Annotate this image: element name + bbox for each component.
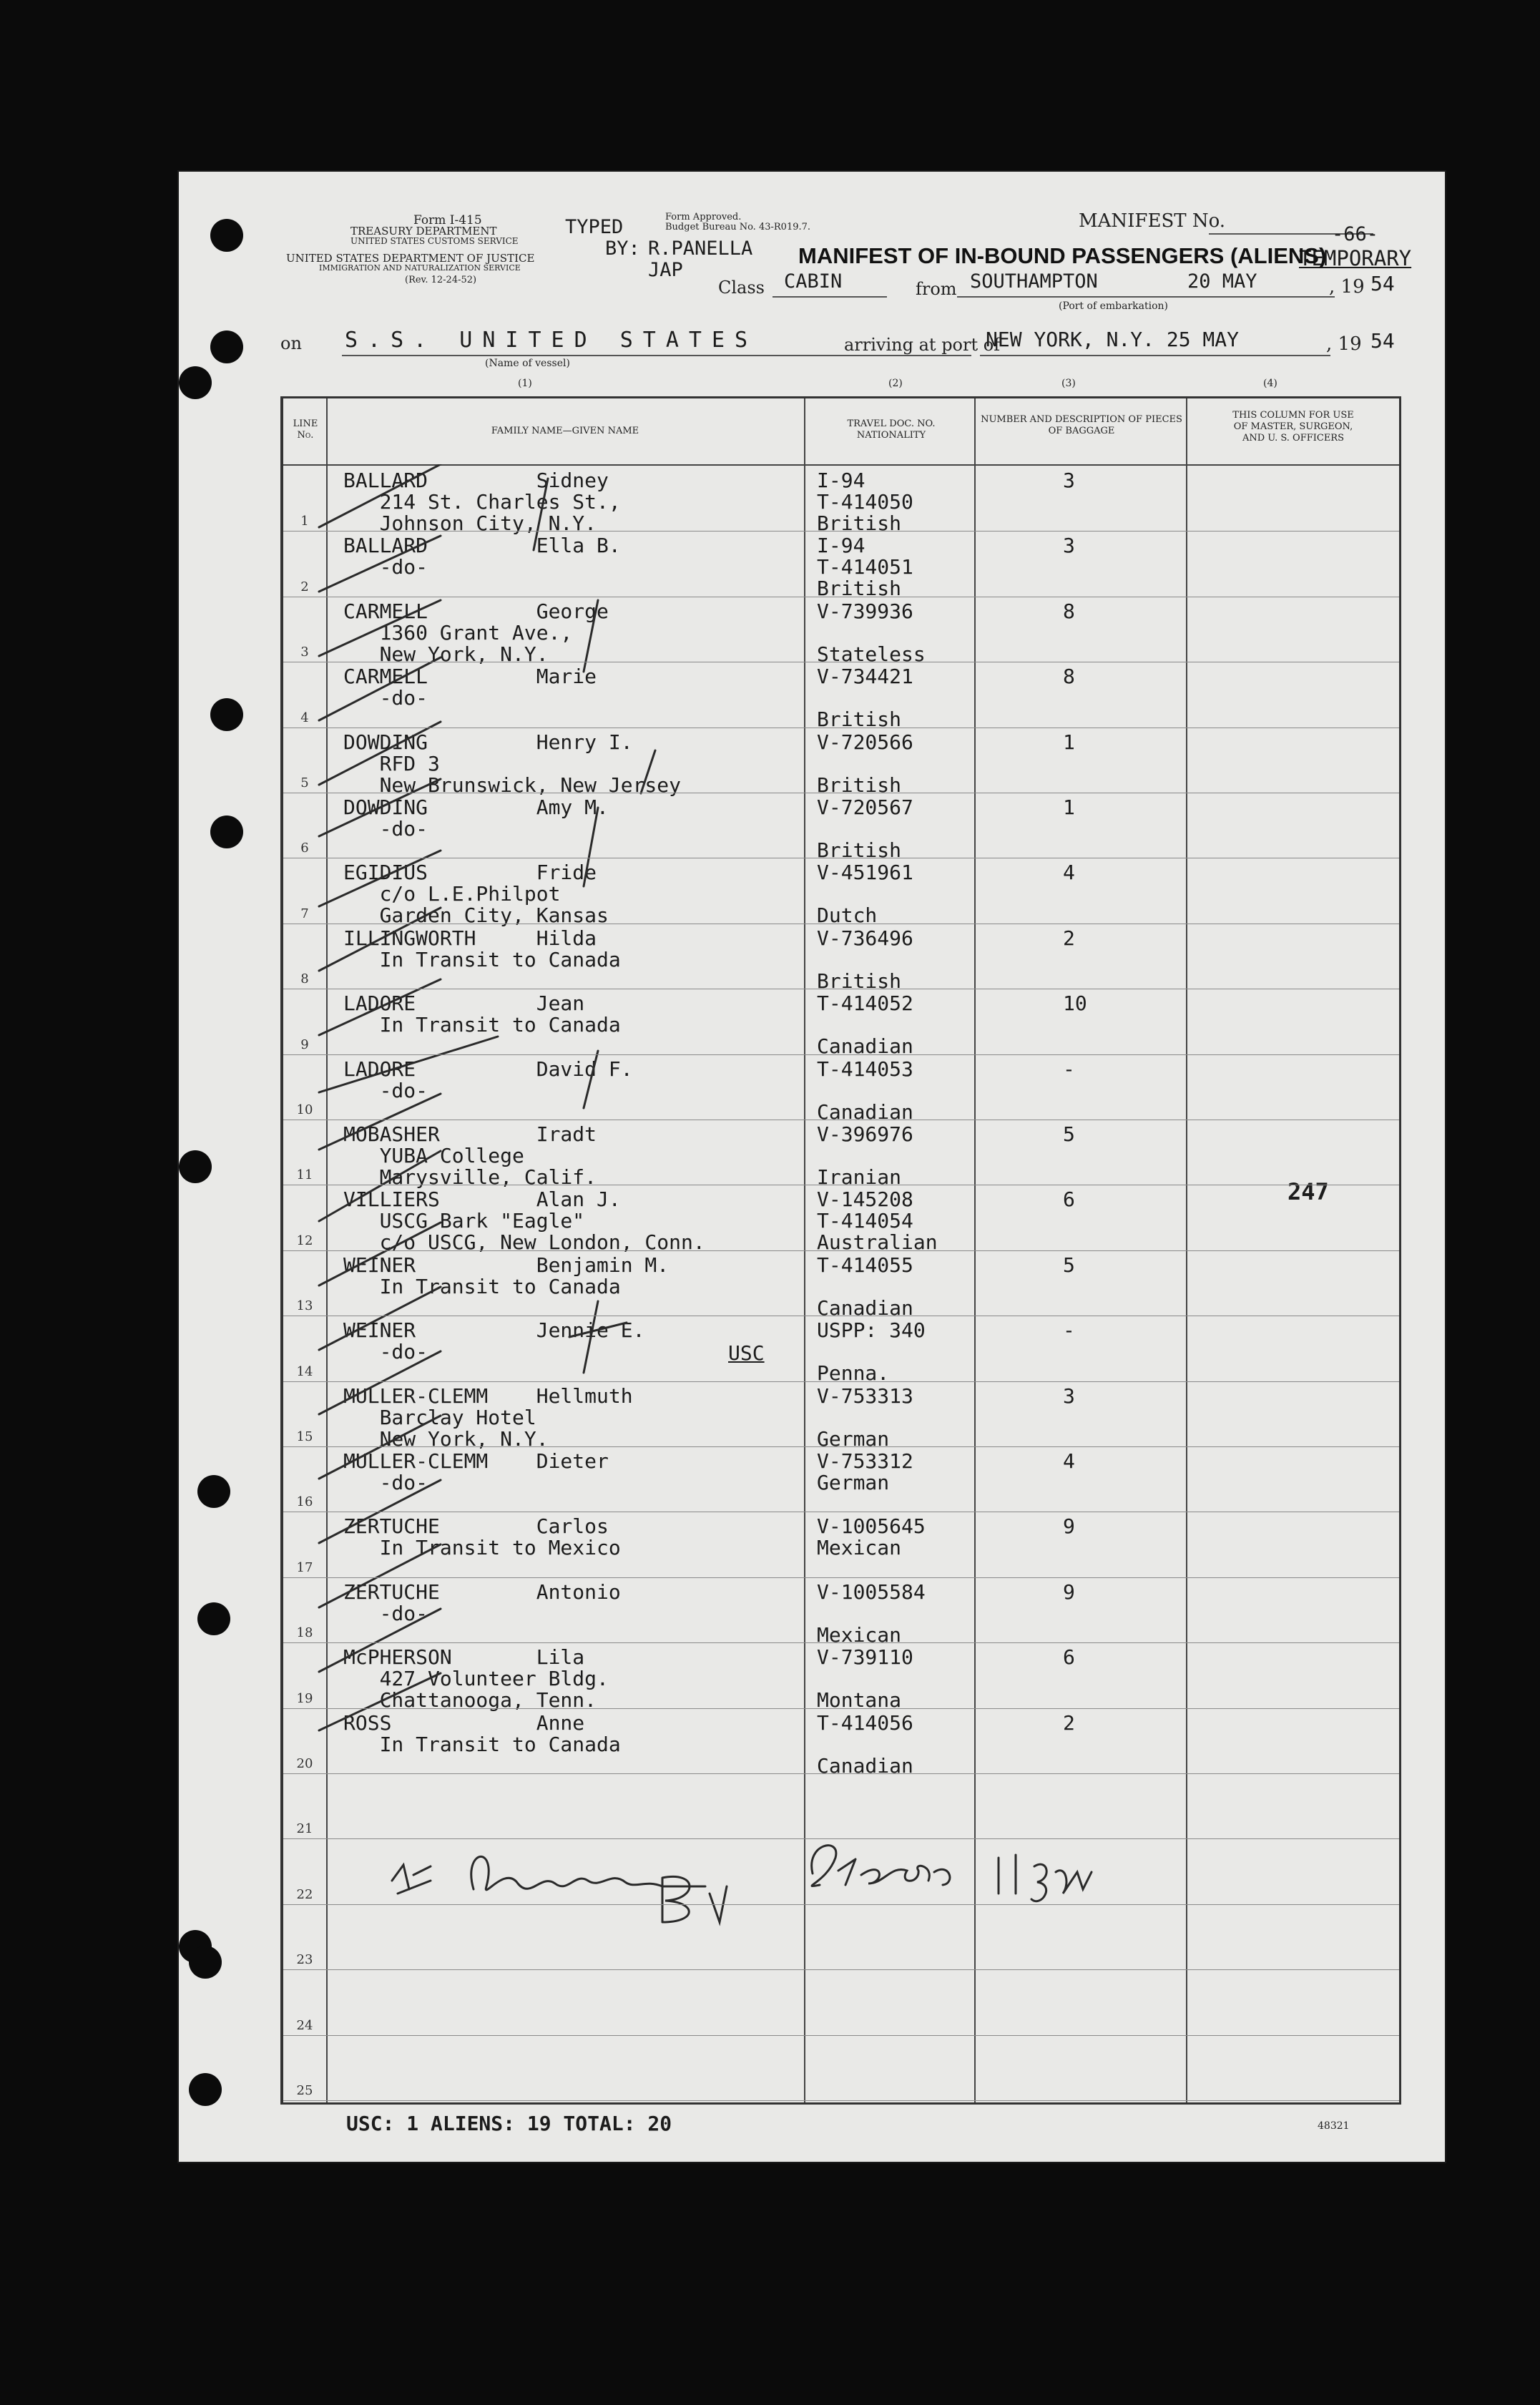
row-divider bbox=[283, 1969, 1399, 1970]
line-number: 9 bbox=[300, 1037, 309, 1052]
arrival-year-prefix: , 19 bbox=[1326, 333, 1362, 355]
line-number: 14 bbox=[296, 1363, 313, 1379]
baggage-count: 3 bbox=[1063, 534, 1075, 558]
dept-justice: UNITED STATES DEPARTMENT OF JUSTICE bbox=[286, 252, 535, 265]
row-divider bbox=[283, 1773, 1399, 1774]
punch-hole bbox=[210, 698, 243, 731]
manifest-no-label: MANIFEST No. bbox=[1079, 210, 1226, 232]
arriving-underline bbox=[980, 355, 1330, 356]
typed-by-label: BY: bbox=[605, 237, 640, 260]
header-baggage: NUMBER AND DESCRIPTION OF PIECES OF BAGGAGE bbox=[981, 414, 1182, 436]
totals-line: USC: 1 ALIENS: 19 TOTAL: 20 bbox=[346, 2112, 672, 2135]
arrival-year: 54 bbox=[1370, 329, 1395, 353]
column-number-1: (1) bbox=[518, 378, 532, 389]
travel-doc-nationality: V-734421 British bbox=[817, 665, 913, 732]
line-number: 17 bbox=[296, 1559, 313, 1575]
punch-hole bbox=[179, 1150, 212, 1183]
column-number-2: (2) bbox=[888, 378, 903, 389]
travel-doc-nationality: V-396976 Iranian bbox=[817, 1122, 913, 1189]
baggage-count: 1 bbox=[1063, 730, 1075, 754]
punch-hole bbox=[210, 330, 243, 363]
manifest-title: MANIFEST OF IN-BOUND PASSENGERS (ALIENS) bbox=[798, 243, 1327, 268]
baggage-count: 5 bbox=[1063, 1253, 1075, 1277]
typed-by-name: R.PANELLA bbox=[648, 237, 753, 260]
travel-doc-nationality: USPP: 340 Penna. bbox=[817, 1318, 926, 1386]
vessel-name-note: (Name of vessel) bbox=[485, 358, 570, 369]
header-name: FAMILY NAME—GIVEN NAME bbox=[491, 426, 639, 436]
travel-doc-nationality: V-739110 Montana bbox=[817, 1645, 913, 1713]
baggage-count: 9 bbox=[1063, 1514, 1075, 1539]
travel-doc-nationality: V-720566 British bbox=[817, 730, 913, 797]
passenger-name-address: CARMELL Marie -do- bbox=[343, 665, 597, 710]
baggage-count: - bbox=[1063, 1057, 1075, 1081]
passenger-name-address: MOBASHER Iradt YUBA College Marysville, Calif. bbox=[343, 1122, 597, 1189]
line-number: 3 bbox=[300, 645, 309, 660]
column-number-4: (4) bbox=[1263, 378, 1277, 389]
form-revision: (Rev. 12-24-52) bbox=[405, 275, 477, 285]
line-number: 8 bbox=[300, 971, 309, 987]
row-divider bbox=[283, 1381, 1399, 1382]
passenger-name-address: DOWDING Henry I. RFD 3 New Brunswick, New Jersey bbox=[343, 730, 682, 797]
baggage-count: 1 bbox=[1063, 795, 1075, 819]
line-number: 19 bbox=[296, 1690, 313, 1706]
header-officers: THIS COLUMN FOR USE OF MASTER, SURGEON, AND U. S. OFFICERS bbox=[1232, 410, 1354, 444]
citizenship-mark: USC bbox=[728, 1341, 765, 1366]
arriving-port-date: NEW YORK, N.Y. 25 MAY bbox=[986, 328, 1240, 351]
travel-doc-nationality: I-94 T-414051 British bbox=[817, 534, 913, 601]
passenger-name-address: VILLIERS Alan J. USCG Bark "Eagle" c/o USCG, New London, Conn. bbox=[343, 1187, 705, 1255]
line-number: 10 bbox=[296, 1102, 313, 1117]
line-number: 21 bbox=[296, 1821, 313, 1837]
baggage-count: 3 bbox=[1063, 1383, 1075, 1408]
typed-label: TYPED bbox=[565, 216, 624, 238]
line-number: 1 bbox=[300, 514, 309, 529]
dept-treasury: TREASURY DEPARTMENT bbox=[350, 225, 497, 237]
baggage-count: 4 bbox=[1063, 1449, 1075, 1473]
temporary-mark: TEMPORARY bbox=[1299, 246, 1412, 270]
passenger-name-address: ZERTUCHE Antonio -do- bbox=[343, 1579, 621, 1625]
row-divider bbox=[283, 1838, 1399, 1839]
passenger-name-address: MULLER-CLEMM Dieter -do- bbox=[343, 1449, 609, 1494]
handwritten-checkmarks bbox=[283, 464, 999, 1795]
passenger-name-address: BALLARD Ella B. -do- bbox=[343, 534, 621, 579]
line-number: 22 bbox=[296, 1886, 313, 1902]
passenger-name-address: WEINER Benjamin M. In Transit to Canada bbox=[343, 1253, 670, 1298]
line-number: 2 bbox=[300, 579, 309, 594]
baggage-count: 4 bbox=[1063, 861, 1075, 885]
dept-customs: UNITED STATES CUSTOMS SERVICE bbox=[350, 236, 519, 246]
passenger-name-address: MULLER-CLEMM Hellmuth Barclay Hotel New York, N.Y. bbox=[343, 1383, 633, 1451]
header-line-no: LINE No. bbox=[293, 418, 318, 441]
baggage-count: 5 bbox=[1063, 1122, 1075, 1146]
travel-doc-nationality: V-451961 Dutch bbox=[817, 861, 913, 928]
row-divider bbox=[283, 531, 1399, 532]
line-number: 20 bbox=[296, 1756, 313, 1771]
row-divider bbox=[283, 1904, 1399, 1905]
row-divider bbox=[283, 1708, 1399, 1709]
line-number: 11 bbox=[296, 1167, 313, 1183]
travel-doc-nationality: V-739936 Stateless bbox=[817, 599, 926, 666]
travel-doc-nationality: I-94 T-414050 British bbox=[817, 469, 913, 535]
passenger-name-address: WEINER Jennie E. -do- bbox=[343, 1318, 645, 1364]
passenger-name-address: EGIDIUS Fride c/o L.E.Philpot Garden City, Kansas bbox=[343, 861, 609, 928]
row-divider bbox=[283, 1054, 1399, 1055]
line-number: 16 bbox=[296, 1494, 313, 1510]
vessel-underline bbox=[342, 355, 971, 356]
line-number: 7 bbox=[300, 906, 309, 921]
passenger-name-address: ILLINGWORTH Hilda In Transit to Canada bbox=[343, 926, 621, 971]
passenger-name-address: CARMELL George 1360 Grant Ave., New York, N.Y. bbox=[343, 599, 609, 666]
travel-doc-nationality: V-753313 German bbox=[817, 1383, 913, 1451]
header-travel-doc: TRAVEL DOC. NO. NATIONALITY bbox=[847, 418, 936, 441]
typed-by-initials: JAP bbox=[648, 259, 683, 281]
line-number: 25 bbox=[296, 2083, 313, 2098]
travel-doc-nationality: V-145208 T-414054 Australian bbox=[817, 1187, 938, 1255]
line-number: 24 bbox=[296, 2017, 313, 2033]
baggage-count: 6 bbox=[1063, 1187, 1075, 1212]
line-number: 12 bbox=[296, 1233, 313, 1248]
passenger-name-address: BALLARD Sidney 214 St. Charles St., Johnson City, N.Y. bbox=[343, 469, 621, 535]
baggage-count: 8 bbox=[1063, 599, 1075, 623]
vessel-name: S.S. UNITED STATES bbox=[345, 328, 758, 353]
row-divider bbox=[283, 1446, 1399, 1447]
passenger-name-address: LADORE Jean In Transit to Canada bbox=[343, 991, 621, 1037]
punch-hole bbox=[189, 2073, 222, 2106]
passenger-name-address: LADORE David F. -do- bbox=[343, 1057, 633, 1102]
line-number: 6 bbox=[300, 841, 309, 856]
travel-doc-nationality: T-414052 Canadian bbox=[817, 991, 913, 1059]
travel-doc-nationality: V-1005645 Mexican bbox=[817, 1514, 926, 1560]
baggage-count: - bbox=[1063, 1318, 1075, 1343]
line-number: 18 bbox=[296, 1625, 313, 1641]
port-embarkation-note: (Port of embarkation) bbox=[1059, 300, 1168, 312]
passenger-table bbox=[280, 396, 1401, 2105]
from-label: from bbox=[916, 279, 957, 299]
row-divider bbox=[283, 2100, 1399, 2101]
passenger-name-address: ROSS Anne In Transit to Canada bbox=[343, 1710, 621, 1756]
travel-doc-nationality: V-720567 British bbox=[817, 795, 913, 862]
baggage-count: 2 bbox=[1063, 926, 1075, 950]
baggage-count: 3 bbox=[1063, 469, 1075, 492]
line-number: 4 bbox=[300, 710, 309, 725]
row-divider bbox=[283, 1250, 1399, 1251]
punch-hole bbox=[197, 1475, 230, 1508]
form-number: Form I-415 bbox=[413, 213, 482, 227]
budget-bureau: Budget Bureau No. 43-R019.7. bbox=[665, 222, 811, 232]
from-underline bbox=[957, 296, 1335, 298]
punch-hole bbox=[210, 815, 243, 848]
row-divider bbox=[283, 1642, 1399, 1643]
class-label: Class bbox=[718, 278, 765, 298]
officer-column-note: 247 bbox=[1288, 1178, 1329, 1205]
from-date: 20 MAY bbox=[1187, 270, 1257, 293]
travel-doc-nationality: V-753312 German bbox=[817, 1449, 913, 1494]
dept-immigration: IMMIGRATION AND NATURALIZATION SERVICE bbox=[319, 263, 521, 273]
column-number-3: (3) bbox=[1061, 378, 1076, 389]
line-number: 13 bbox=[296, 1298, 313, 1314]
handwritten-signature bbox=[326, 1815, 1385, 1944]
punch-hole bbox=[210, 219, 243, 252]
travel-doc-nationality: V-1005584 Mexican bbox=[817, 1579, 926, 1647]
baggage-count: 8 bbox=[1063, 665, 1075, 689]
row-divider bbox=[283, 1577, 1399, 1578]
baggage-count: 6 bbox=[1063, 1645, 1075, 1670]
baggage-count: 2 bbox=[1063, 1710, 1075, 1735]
on-label: on bbox=[280, 333, 302, 353]
punch-hole bbox=[189, 1946, 222, 1979]
line-number: 5 bbox=[300, 775, 309, 790]
travel-doc-nationality: T-414056 Canadian bbox=[817, 1710, 913, 1778]
row-divider bbox=[283, 2035, 1399, 2036]
passenger-name-address: McPHERSON Lila 427 Volunteer Bldg. Chattanooga, Tenn. bbox=[343, 1645, 609, 1713]
manifest-number: -66- bbox=[1332, 223, 1379, 245]
manifest-page bbox=[179, 172, 1445, 2162]
arriving-label: arriving at port of bbox=[844, 335, 1001, 355]
from-year-prefix: , 19 bbox=[1329, 276, 1365, 298]
travel-doc-nationality: T-414055 Canadian bbox=[817, 1253, 913, 1320]
class-value: CABIN bbox=[784, 270, 843, 293]
class-underline bbox=[773, 296, 887, 298]
baggage-count: 9 bbox=[1063, 1579, 1075, 1604]
line-number: 23 bbox=[296, 1952, 313, 1968]
baggage-count: 10 bbox=[1063, 991, 1087, 1016]
form-approved: Form Approved. bbox=[665, 212, 742, 222]
print-code: 48321 bbox=[1318, 2120, 1350, 2132]
punch-hole bbox=[179, 366, 212, 399]
line-number: 15 bbox=[296, 1429, 313, 1444]
travel-doc-nationality: V-736496 British bbox=[817, 926, 913, 993]
from-year: 54 bbox=[1370, 272, 1395, 295]
from-port: SOUTHAMPTON bbox=[970, 270, 1098, 293]
passenger-name-address: DOWDING Amy M. -do- bbox=[343, 795, 609, 841]
punch-hole bbox=[197, 1602, 230, 1635]
travel-doc-nationality: T-414053 Canadian bbox=[817, 1057, 913, 1124]
passenger-name-address: ZERTUCHE Carlos In Transit to Mexico bbox=[343, 1514, 621, 1560]
